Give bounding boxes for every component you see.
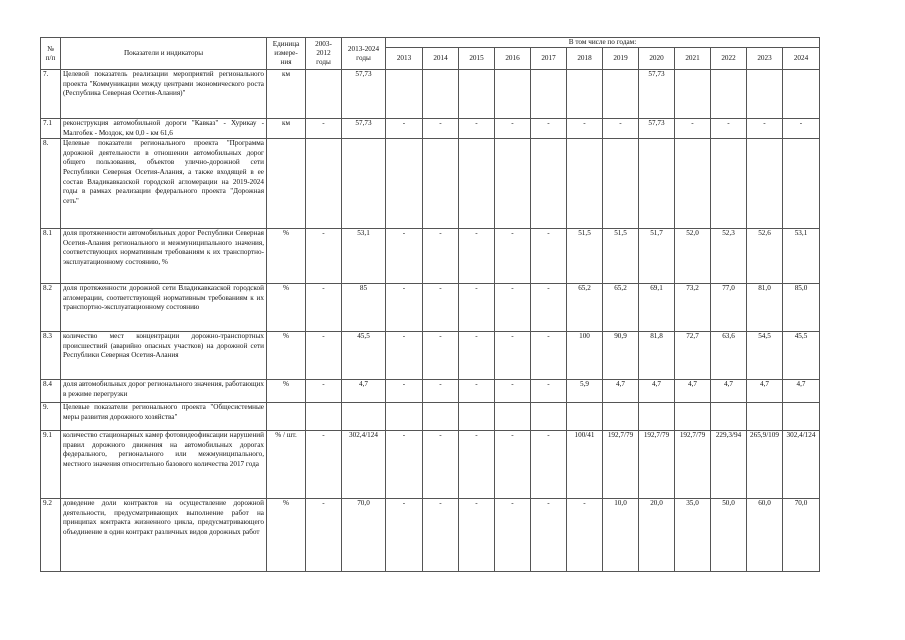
header-indicators: Показатели и индикаторы (61, 38, 267, 70)
table-row (41, 229, 820, 284)
period-2003-2012-cell: - (306, 119, 342, 139)
indicator-text: количество стационарных камер фотовидеофиксации нарушений правил дорожного движения на автомобильных дорогах федерального, регионального или межмуниципального, местного значения относительно базового количества 2017 года (61, 431, 267, 499)
year-value-cell: - (386, 229, 423, 284)
year-value-cell: 81,0 (747, 284, 783, 332)
year-value-cell: 4,7 (747, 380, 783, 403)
row-number: 7.1 (41, 119, 61, 139)
header-year-2018: 2018 (567, 48, 603, 70)
table-row (41, 403, 820, 431)
table-row (41, 119, 820, 139)
year-value-cell: 302,4/124 (783, 431, 820, 499)
row-number: 9.1 (41, 431, 61, 499)
period-2013-2024-cell (342, 139, 386, 229)
year-value-cell: 52,6 (747, 229, 783, 284)
header-year-2020: 2020 (639, 48, 675, 70)
indicator-text: Целевые показатели регионального проекта "Программа дорожной деятельности в отношении автомобильных дорог общего пользования, объектов улично-дорожной сети Республики Северная Осетия-Алания, а также входящей в ее состав Владикавказской городской агломерации на 2019-2024 годы в рамках реализации федерального проекта "Дорожная сеть" (61, 139, 267, 229)
period-2013-2024-cell: 57,73 (342, 70, 386, 119)
year-value-cell: 73,2 (675, 284, 711, 332)
year-value-cell (639, 403, 675, 431)
table-row (41, 284, 820, 332)
year-value-cell: - (531, 332, 567, 380)
year-value-cell: 63,6 (711, 332, 747, 380)
year-value-cell (386, 70, 423, 119)
year-value-cell: - (495, 499, 531, 572)
row-number: 9. (41, 403, 61, 431)
year-value-cell: 45,5 (783, 332, 820, 380)
year-value-cell: 50,0 (711, 499, 747, 572)
unit-cell: % / шт. (267, 431, 306, 499)
unit-cell: км (267, 119, 306, 139)
header-year-2017: 2017 (531, 48, 567, 70)
year-value-cell: 10,0 (603, 499, 639, 572)
period-2003-2012-cell: - (306, 499, 342, 572)
indicator-text: доведение доли контрактов на осуществление дорожной деятельности, предусматривающих выполнение работ на принципах контракта жизненного цикла, предусматривающего объединение в один контракт различных видов дорожных работ (61, 499, 267, 572)
unit-cell: % (267, 284, 306, 332)
year-value-cell: 90,9 (603, 332, 639, 380)
period-2013-2024-cell: 85 (342, 284, 386, 332)
period-2003-2012-cell (306, 403, 342, 431)
year-value-cell: - (495, 431, 531, 499)
indicator-text: реконструкция автомобильной дороги "Кавказ" - Хурикау - Малгобек - Моздок, км 0,0 - км 61,6 (61, 119, 267, 139)
period-2003-2012-cell (306, 70, 342, 119)
year-value-cell: - (531, 499, 567, 572)
year-value-cell (386, 403, 423, 431)
row-number: 8.3 (41, 332, 61, 380)
year-value-cell: - (386, 380, 423, 403)
year-value-cell: - (386, 431, 423, 499)
year-value-cell (495, 139, 531, 229)
year-value-cell: - (603, 119, 639, 139)
period-2013-2024-cell: 57,73 (342, 119, 386, 139)
year-value-cell (675, 139, 711, 229)
header-year-2024: 2024 (783, 48, 820, 70)
period-2013-2024-cell: 45,5 (342, 332, 386, 380)
year-value-cell (747, 403, 783, 431)
row-number: 9.2 (41, 499, 61, 572)
year-value-cell: 77,0 (711, 284, 747, 332)
year-value-cell: 51,7 (639, 229, 675, 284)
year-value-cell: 69,1 (639, 284, 675, 332)
year-value-cell: 54,5 (747, 332, 783, 380)
year-value-cell: 35,0 (675, 499, 711, 572)
year-value-cell: - (459, 499, 495, 572)
header-year-2015: 2015 (459, 48, 495, 70)
period-2003-2012-cell: - (306, 229, 342, 284)
year-value-cell: - (531, 119, 567, 139)
row-number: 8.4 (41, 380, 61, 403)
year-value-cell (459, 139, 495, 229)
year-value-cell (531, 139, 567, 229)
indicator-text: Целевые показатели регионального проекта "Общесистемные меры развития дорожного хозяйства" (61, 403, 267, 431)
year-value-cell (459, 70, 495, 119)
year-value-cell: - (423, 380, 459, 403)
row-number: 7. (41, 70, 61, 119)
year-value-cell: - (567, 499, 603, 572)
period-2003-2012-cell: - (306, 284, 342, 332)
unit-cell: % (267, 332, 306, 380)
year-value-cell (459, 403, 495, 431)
year-value-cell: 52,0 (675, 229, 711, 284)
unit-cell (267, 403, 306, 431)
table-row (41, 380, 820, 403)
year-value-cell: 20,0 (639, 499, 675, 572)
year-value-cell (423, 139, 459, 229)
year-value-cell: 265,9/109 (747, 431, 783, 499)
year-value-cell: - (531, 284, 567, 332)
year-value-cell: 4,7 (783, 380, 820, 403)
year-value-cell: - (495, 332, 531, 380)
year-value-cell: - (675, 119, 711, 139)
row-number: 8. (41, 139, 61, 229)
indicator-text: доля автомобильных дорог регионального значения, работающих в режиме перегрузки (61, 380, 267, 403)
year-value-cell: - (495, 119, 531, 139)
year-value-cell: - (386, 284, 423, 332)
table-row (41, 499, 820, 572)
year-value-cell: 72,7 (675, 332, 711, 380)
year-value-cell: - (495, 229, 531, 284)
year-value-cell (711, 70, 747, 119)
period-2003-2012-cell (306, 139, 342, 229)
year-value-cell (711, 139, 747, 229)
year-value-cell: - (531, 431, 567, 499)
year-value-cell (386, 139, 423, 229)
indicator-text: доля протяженности дорожной сети Владикавказской городской агломерации, соответствующей нормативным требованиям к их транспортно-эксплуатационному состоянию (61, 284, 267, 332)
year-value-cell: - (386, 332, 423, 380)
table-row (41, 139, 820, 229)
year-value-cell (783, 139, 820, 229)
year-value-cell (423, 403, 459, 431)
header-year-2016: 2016 (495, 48, 531, 70)
year-value-cell: - (386, 119, 423, 139)
header-year-2023: 2023 (747, 48, 783, 70)
year-value-cell: 51,5 (567, 229, 603, 284)
year-value-cell (603, 403, 639, 431)
year-value-cell: - (459, 380, 495, 403)
year-value-cell: - (495, 380, 531, 403)
year-value-cell: - (459, 229, 495, 284)
year-value-cell: - (783, 119, 820, 139)
indicators-table (40, 37, 820, 572)
year-value-cell (567, 139, 603, 229)
unit-cell: % (267, 380, 306, 403)
header-year-2021: 2021 (675, 48, 711, 70)
year-value-cell: - (423, 499, 459, 572)
year-value-cell: - (459, 284, 495, 332)
indicator-text: Целевой показатель реализации мероприятий регионального проекта "Коммуникации между центрами экономического роста (Республика Северная Осетия-Алания)" (61, 70, 267, 119)
year-value-cell: 57,73 (639, 70, 675, 119)
year-value-cell: 5,9 (567, 380, 603, 403)
year-value-cell: - (386, 499, 423, 572)
period-2013-2024-cell: 302,4/124 (342, 431, 386, 499)
row-number: 8.1 (41, 229, 61, 284)
year-value-cell: - (459, 332, 495, 380)
header-period-2003-2012: 2003- 2012 годы (306, 38, 342, 70)
row-number: 8.2 (41, 284, 61, 332)
unit-cell: % (267, 229, 306, 284)
year-value-cell (747, 139, 783, 229)
year-value-cell (675, 403, 711, 431)
year-value-cell: - (423, 119, 459, 139)
year-value-cell: 65,2 (603, 284, 639, 332)
year-value-cell: - (747, 119, 783, 139)
year-value-cell: 65,2 (567, 284, 603, 332)
indicator-text: доля протяженности автомобильных дорог Республики Северная Осетия-Алания регионального и межмуниципального значения, соответствующих нормативным требованиям к их транспортно-эксплуатационному состоянию, % (61, 229, 267, 284)
year-value-cell: 70,0 (783, 499, 820, 572)
year-value-cell (639, 139, 675, 229)
year-value-cell: - (711, 119, 747, 139)
year-value-cell: - (567, 119, 603, 139)
header-year-2014: 2014 (423, 48, 459, 70)
year-value-cell: 53,1 (783, 229, 820, 284)
year-value-cell (423, 70, 459, 119)
header-year-2022: 2022 (711, 48, 747, 70)
unit-cell: км (267, 70, 306, 119)
year-value-cell: 192,7/79 (639, 431, 675, 499)
year-value-cell (711, 403, 747, 431)
year-value-cell: - (531, 229, 567, 284)
year-value-cell: 85,0 (783, 284, 820, 332)
year-value-cell: 192,7/79 (603, 431, 639, 499)
year-value-cell: 4,7 (711, 380, 747, 403)
year-value-cell: - (423, 284, 459, 332)
year-value-cell: - (531, 380, 567, 403)
year-value-cell: 81,8 (639, 332, 675, 380)
table-row (41, 431, 820, 499)
unit-cell: % (267, 499, 306, 572)
year-value-cell: - (495, 284, 531, 332)
header-num: № п/п (41, 38, 61, 70)
unit-cell (267, 139, 306, 229)
header-year-2013: 2013 (386, 48, 423, 70)
year-value-cell (495, 403, 531, 431)
year-value-cell (495, 70, 531, 119)
year-value-cell: 100 (567, 332, 603, 380)
year-value-cell: - (423, 332, 459, 380)
year-value-cell: 57,73 (639, 119, 675, 139)
period-2013-2024-cell: 53,1 (342, 229, 386, 284)
header-unit: Единица измере- ния (267, 38, 306, 70)
year-value-cell: - (459, 119, 495, 139)
year-value-cell: 100/41 (567, 431, 603, 499)
year-value-cell (603, 70, 639, 119)
year-value-cell: 52,3 (711, 229, 747, 284)
indicator-text: количество мест концентрации дорожно-транспортных происшествий (аварийно опасных участков) на дорожной сети Республики Северная Осетия-Алания (61, 332, 267, 380)
year-value-cell (675, 70, 711, 119)
period-2013-2024-cell (342, 403, 386, 431)
year-value-cell: - (423, 229, 459, 284)
header-year-2019: 2019 (603, 48, 639, 70)
period-2013-2024-cell: 70,0 (342, 499, 386, 572)
table-row (41, 332, 820, 380)
year-value-cell: - (459, 431, 495, 499)
year-value-cell (783, 70, 820, 119)
period-2013-2024-cell: 4,7 (342, 380, 386, 403)
year-value-cell (783, 403, 820, 431)
year-value-cell (531, 403, 567, 431)
year-value-cell: 4,7 (603, 380, 639, 403)
period-2003-2012-cell: - (306, 431, 342, 499)
year-value-cell: 229,3/94 (711, 431, 747, 499)
year-value-cell: 4,7 (639, 380, 675, 403)
period-2003-2012-cell: - (306, 332, 342, 380)
header-period-2013-2024: 2013-2024 годы (342, 38, 386, 70)
year-value-cell (567, 403, 603, 431)
year-value-cell (531, 70, 567, 119)
year-value-cell: 192,7/79 (675, 431, 711, 499)
year-value-cell: 4,7 (675, 380, 711, 403)
year-value-cell: 51,5 (603, 229, 639, 284)
year-value-cell (567, 70, 603, 119)
year-value-cell: - (423, 431, 459, 499)
period-2003-2012-cell: - (306, 380, 342, 403)
year-value-cell (603, 139, 639, 229)
year-value-cell: 60,0 (747, 499, 783, 572)
header-by-years: В том числе по годам: (386, 38, 820, 48)
table-row (41, 70, 820, 119)
year-value-cell (747, 70, 783, 119)
